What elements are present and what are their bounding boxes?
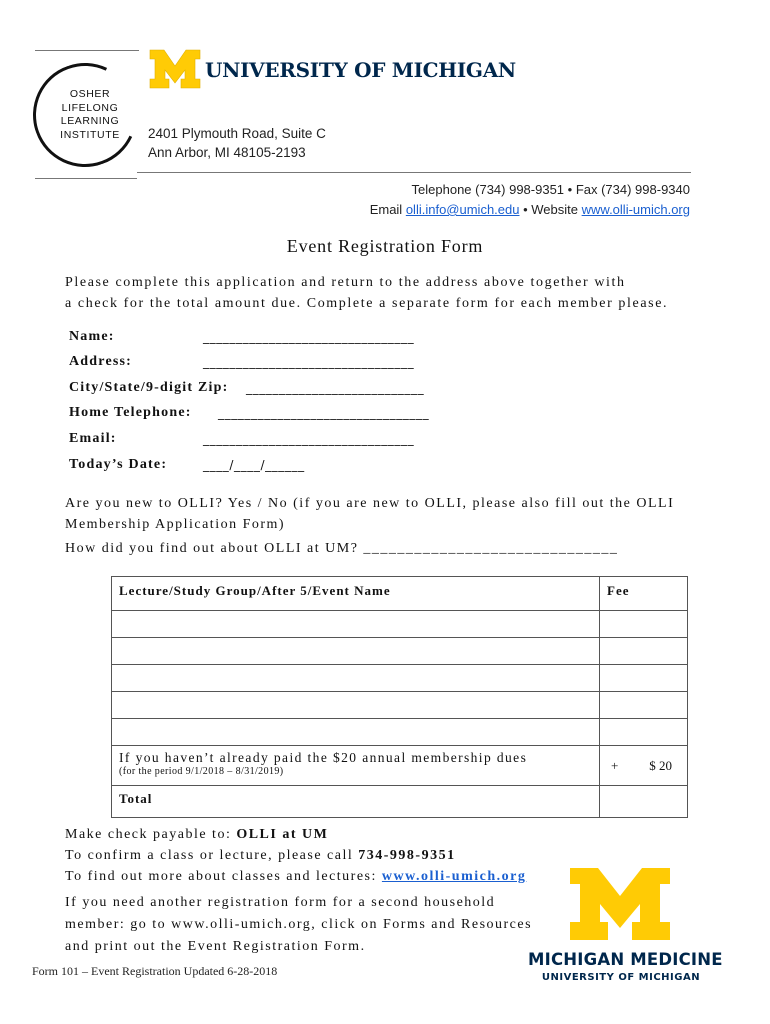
instruction-line: member: go to www.olli-umich.org, click on Forms and Resources xyxy=(65,917,533,932)
email-label: Email: xyxy=(69,431,117,446)
fee-cell[interactable] xyxy=(600,638,688,665)
table-row xyxy=(112,719,688,746)
confirm-phone: 734-998-9351 xyxy=(358,848,456,863)
plus-sign: + xyxy=(611,758,619,773)
university-title: UNIVERSITY OF MICHIGAN xyxy=(205,58,516,82)
name-field[interactable]: ________________________________ xyxy=(203,330,415,344)
table-row xyxy=(112,692,688,719)
header-rule-main xyxy=(137,172,691,173)
membership-dues-cell xyxy=(112,746,600,786)
event-table xyxy=(111,576,688,818)
payment-instructions xyxy=(65,824,526,887)
name-label: Name: xyxy=(69,329,115,344)
todays-date-field[interactable]: ____/____/______ xyxy=(203,458,305,472)
form-title: Event Registration Form xyxy=(286,236,484,256)
fee-cell[interactable] xyxy=(600,692,688,719)
block-m-icon xyxy=(148,48,202,90)
olli-logo-line: LEARNING xyxy=(60,115,120,127)
membership-dues-row xyxy=(112,746,688,786)
payable-prefix: Make check payable to: xyxy=(65,827,237,842)
olli-logo-line: OSHER xyxy=(69,88,111,100)
email-link[interactable]: olli.info@umich.edu xyxy=(405,202,520,217)
dues-fee-cell xyxy=(600,746,688,786)
instruction-line: If you need another registration form for a second household xyxy=(65,895,496,910)
new-member-question xyxy=(65,493,674,535)
address-label: Address: xyxy=(69,354,133,369)
address-line: 2401 Plymouth Road, Suite C xyxy=(148,126,326,141)
fee-cell[interactable] xyxy=(600,719,688,746)
city-state-zip-label: City/State/9-digit Zip: xyxy=(69,380,229,395)
form-number: Form 101 – Event Registration Updated 6-28-2018 xyxy=(32,964,278,978)
city-state-zip-field[interactable]: ___________________________ xyxy=(246,381,425,395)
home-telephone-field[interactable]: ________________________________ xyxy=(218,406,430,420)
total-fee-cell[interactable] xyxy=(600,786,688,818)
table-row xyxy=(112,638,688,665)
header-rule-top-left xyxy=(35,50,139,51)
email-label: Email xyxy=(369,202,403,217)
question-line: Are you new to OLLI? Yes / No (if you are new to OLLI, please also fill out the OLLI xyxy=(65,496,675,511)
olli-logo-line: LIFELONG xyxy=(61,101,119,114)
event-name-cell[interactable] xyxy=(112,692,600,719)
todays-date-label: Today’s Date: xyxy=(69,457,168,472)
total-row xyxy=(112,786,688,818)
website-label: • Website xyxy=(523,202,578,217)
event-name-cell[interactable] xyxy=(112,638,600,665)
payable-to: OLLI at UM xyxy=(236,827,329,842)
fee-header: Fee xyxy=(600,577,688,611)
table-row xyxy=(112,665,688,692)
findout-line xyxy=(65,866,526,887)
how-found-question[interactable]: How did you find out about OLLI at UM? ______________________________ xyxy=(65,541,619,556)
confirm-prefix: To confirm a class or lecture, please call xyxy=(65,848,359,863)
event-name-cell[interactable] xyxy=(112,665,600,692)
instruction-line: and print out the Event Registration Form. xyxy=(65,939,366,954)
intro-line: Please complete this application and return to the address above together with xyxy=(65,275,626,290)
intro-line: a check for the total amount due. Complete a separate form for each member please. xyxy=(65,296,669,311)
dues-period: (for the period 9/1/2018 – 8/31/2019) xyxy=(119,766,284,777)
table-row xyxy=(112,611,688,638)
contact-info xyxy=(370,180,690,220)
address-field[interactable]: ________________________________ xyxy=(203,355,415,369)
form-intro xyxy=(65,272,668,314)
fee-cell[interactable] xyxy=(600,611,688,638)
event-name-cell[interactable] xyxy=(112,611,600,638)
dues-fee: $ 20 xyxy=(649,758,672,773)
michigan-medicine-title: MICHIGAN MEDICINE xyxy=(528,950,723,969)
confirm-line xyxy=(65,845,526,866)
question-line: Membership Application Form) xyxy=(65,517,286,532)
michigan-medicine-subtitle: UNIVERSITY OF MICHIGAN xyxy=(541,972,701,983)
event-name-cell[interactable] xyxy=(112,719,600,746)
olli-website-link[interactable]: www.olli-umich.org xyxy=(381,869,527,884)
header-rule-bottom-left xyxy=(35,178,137,179)
website-link[interactable]: www.olli-umich.org xyxy=(581,202,690,217)
another-form-instructions xyxy=(65,892,532,958)
home-telephone-label: Home Telephone: xyxy=(69,405,192,420)
olli-logo-text xyxy=(48,88,132,142)
payable-line xyxy=(65,824,526,845)
address xyxy=(148,124,326,162)
address-line: Ann Arbor, MI 48105-2193 xyxy=(148,145,306,160)
email-field[interactable]: ________________________________ xyxy=(203,432,415,446)
total-label: Total xyxy=(112,786,600,818)
fee-cell[interactable] xyxy=(600,665,688,692)
michigan-medicine-block-m-icon xyxy=(568,866,672,942)
dues-text: If you haven’t already paid the $20 annual membership dues xyxy=(119,750,528,765)
olli-logo-line: INSTITUTE xyxy=(60,128,120,141)
event-name-header: Lecture/Study Group/After 5/Event Name xyxy=(112,577,600,611)
email-website-line xyxy=(370,200,690,220)
phone-fax: Telephone (734) 998-9351 • Fax (734) 998-9340 xyxy=(411,182,690,197)
findout-prefix: To find out more about classes and lectures: xyxy=(65,869,382,884)
